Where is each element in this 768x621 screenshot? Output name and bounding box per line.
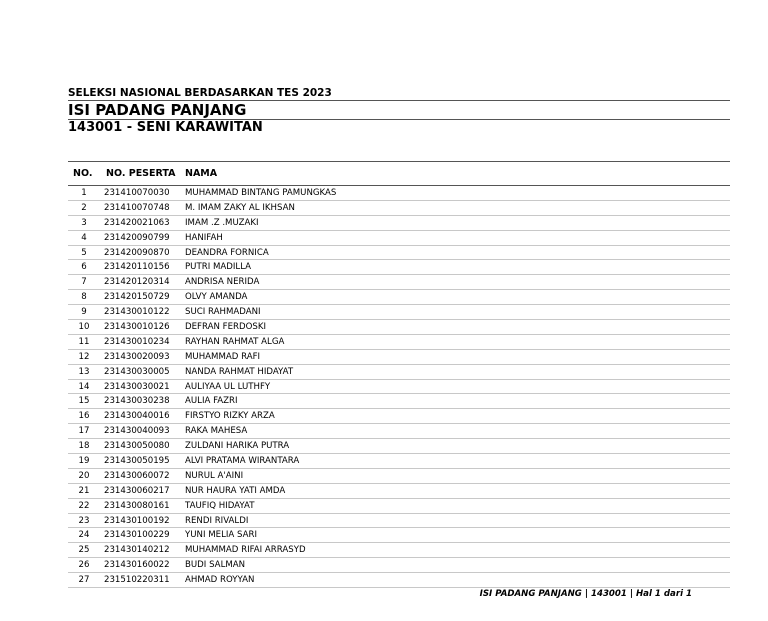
participant-number: 231430100229 bbox=[104, 530, 170, 541]
table-row bbox=[68, 469, 730, 484]
row-number: 17 bbox=[78, 426, 90, 437]
participant-number: 231420021063 bbox=[104, 217, 170, 228]
row-number: 9 bbox=[81, 307, 87, 318]
participant-name: IMAM .Z .MUZAKI bbox=[185, 217, 259, 228]
table-row bbox=[68, 558, 730, 573]
row-number: 7 bbox=[81, 277, 87, 288]
row-number: 13 bbox=[78, 366, 90, 377]
row-number: 1 bbox=[81, 187, 87, 198]
participant-number: 231510220311 bbox=[104, 575, 170, 586]
participant-number: 231430040016 bbox=[104, 411, 170, 422]
participant-name: NUR HAURA YATI AMDA bbox=[185, 485, 286, 496]
row-number: 3 bbox=[81, 217, 87, 228]
row-number: 11 bbox=[78, 336, 90, 347]
participant-name: OLVY AMANDA bbox=[185, 292, 248, 303]
table-row bbox=[68, 528, 730, 543]
participant-number: 231430140212 bbox=[104, 545, 170, 556]
column-header-no: NO. bbox=[73, 168, 93, 179]
row-number: 23 bbox=[78, 515, 90, 526]
participant-number: 231420090799 bbox=[104, 232, 170, 243]
table-row bbox=[68, 201, 730, 216]
table-row bbox=[68, 246, 730, 261]
participant-number: 231420120314 bbox=[104, 277, 170, 288]
row-number: 19 bbox=[78, 455, 90, 466]
row-number: 20 bbox=[78, 470, 90, 481]
row-number: 24 bbox=[78, 530, 90, 541]
participant-name: MUHAMMAD RIFAI ARRASYD bbox=[185, 545, 306, 556]
column-header-peserta: NO. PESERTA bbox=[106, 168, 176, 179]
participant-name: TAUFIQ HIDAYAT bbox=[185, 500, 255, 511]
table-row bbox=[68, 454, 730, 469]
table-row bbox=[68, 216, 730, 231]
table-row bbox=[68, 439, 730, 454]
table-row bbox=[68, 365, 730, 380]
participant-number: 231430080161 bbox=[104, 500, 170, 511]
participant-name: DEANDRA FORNICA bbox=[185, 247, 269, 258]
table-row bbox=[68, 573, 730, 588]
page-footer: ISI PADANG PANJANG | 143001 | Hal 1 dari 1 bbox=[479, 589, 692, 599]
participant-name: ALVI PRATAMA WIRANTARA bbox=[185, 455, 300, 466]
participant-name: AULIYAA UL LUTHFY bbox=[185, 381, 271, 392]
participant-name: FIRSTYO RIZKY ARZA bbox=[185, 411, 275, 422]
participant-number: 231430060072 bbox=[104, 470, 170, 481]
row-number: 21 bbox=[78, 485, 90, 496]
participant-number: 231430010234 bbox=[104, 336, 170, 347]
participants-table bbox=[68, 161, 730, 588]
row-number: 14 bbox=[78, 381, 90, 392]
row-number: 12 bbox=[78, 351, 90, 362]
participant-number: 231410070030 bbox=[104, 187, 170, 198]
selection-title: SELEKSI NASIONAL BERDASARKAN TES 2023 bbox=[68, 87, 332, 99]
participant-number: 231430030005 bbox=[104, 366, 170, 377]
participant-number: 231430100192 bbox=[104, 515, 170, 526]
table-row bbox=[68, 543, 730, 558]
participant-name: PUTRI MADILLA bbox=[185, 262, 252, 273]
row-number: 15 bbox=[78, 396, 90, 407]
participant-number: 231420090870 bbox=[104, 247, 170, 258]
table-body bbox=[68, 186, 730, 588]
row-number: 10 bbox=[78, 321, 90, 332]
participant-number: 231430050195 bbox=[104, 455, 170, 466]
table-row bbox=[68, 394, 730, 409]
participant-name: RAKA MAHESA bbox=[185, 426, 248, 437]
row-number: 5 bbox=[81, 247, 87, 258]
program-title: 143001 - SENI KARAWITAN bbox=[68, 120, 263, 135]
participant-number: 231430030021 bbox=[104, 381, 170, 392]
participant-name: ZULDANI HARIKA PUTRA bbox=[185, 441, 290, 452]
participant-number: 231430010122 bbox=[104, 307, 170, 318]
column-header-nama: NAMA bbox=[185, 168, 218, 179]
row-number: 26 bbox=[78, 560, 90, 571]
participant-number: 231410070748 bbox=[104, 202, 170, 213]
participant-name: HANIFAH bbox=[185, 232, 223, 243]
table-row bbox=[68, 514, 730, 529]
participant-number: 231430160022 bbox=[104, 560, 170, 571]
participant-name: M. IMAM ZAKY AL IKHSAN bbox=[185, 202, 295, 213]
table-row bbox=[68, 409, 730, 424]
participant-name: ANDRISA NERIDA bbox=[185, 277, 260, 288]
row-number: 8 bbox=[81, 292, 87, 303]
participant-number: 231420150729 bbox=[104, 292, 170, 303]
participant-number: 231420110156 bbox=[104, 262, 170, 273]
table-row bbox=[68, 186, 730, 201]
participant-number: 231430030238 bbox=[104, 396, 170, 407]
table-row bbox=[68, 290, 730, 305]
table-row bbox=[68, 275, 730, 290]
table-row bbox=[68, 484, 730, 499]
table-row bbox=[68, 335, 730, 350]
participant-name: BUDI SALMAN bbox=[185, 560, 246, 571]
participant-name: RENDI RIVALDI bbox=[185, 515, 249, 526]
row-number: 6 bbox=[81, 262, 87, 273]
institution-title: ISI PADANG PANJANG bbox=[68, 101, 247, 119]
row-number: 22 bbox=[78, 500, 90, 511]
participant-name: YUNI MELIA SARI bbox=[185, 530, 258, 541]
table-row bbox=[68, 499, 730, 514]
row-number: 16 bbox=[78, 411, 90, 422]
participant-name: SUCI RAHMADANI bbox=[185, 307, 261, 318]
participant-name: RAYHAN RAHMAT ALGA bbox=[185, 336, 285, 347]
participant-name: NANDA RAHMAT HIDAYAT bbox=[185, 366, 294, 377]
participant-name: MUHAMMAD RAFI bbox=[185, 351, 261, 362]
table-row bbox=[68, 380, 730, 395]
table-row bbox=[68, 305, 730, 320]
participant-number: 231430060217 bbox=[104, 485, 170, 496]
participant-number: 231430020093 bbox=[104, 351, 170, 362]
table-row bbox=[68, 350, 730, 365]
participant-name: MUHAMMAD BINTANG PAMUNGKAS bbox=[185, 187, 337, 198]
row-number: 27 bbox=[78, 575, 90, 586]
row-number: 18 bbox=[78, 441, 90, 452]
participant-name: AHMAD ROYYAN bbox=[185, 575, 255, 586]
table-row bbox=[68, 424, 730, 439]
participant-name: NURUL A'AINI bbox=[185, 470, 244, 481]
row-number: 4 bbox=[81, 232, 87, 243]
table-row bbox=[68, 231, 730, 246]
row-number: 2 bbox=[81, 202, 87, 213]
participant-name: DEFRAN FERDOSKI bbox=[185, 321, 267, 332]
table-row bbox=[68, 320, 730, 335]
participant-name: AULIA FAZRI bbox=[185, 396, 238, 407]
row-number: 25 bbox=[78, 545, 90, 556]
table-header bbox=[68, 161, 730, 186]
participant-number: 231430050080 bbox=[104, 441, 170, 452]
participant-number: 231430010126 bbox=[104, 321, 170, 332]
participant-number: 231430040093 bbox=[104, 426, 170, 437]
table-row bbox=[68, 260, 730, 275]
